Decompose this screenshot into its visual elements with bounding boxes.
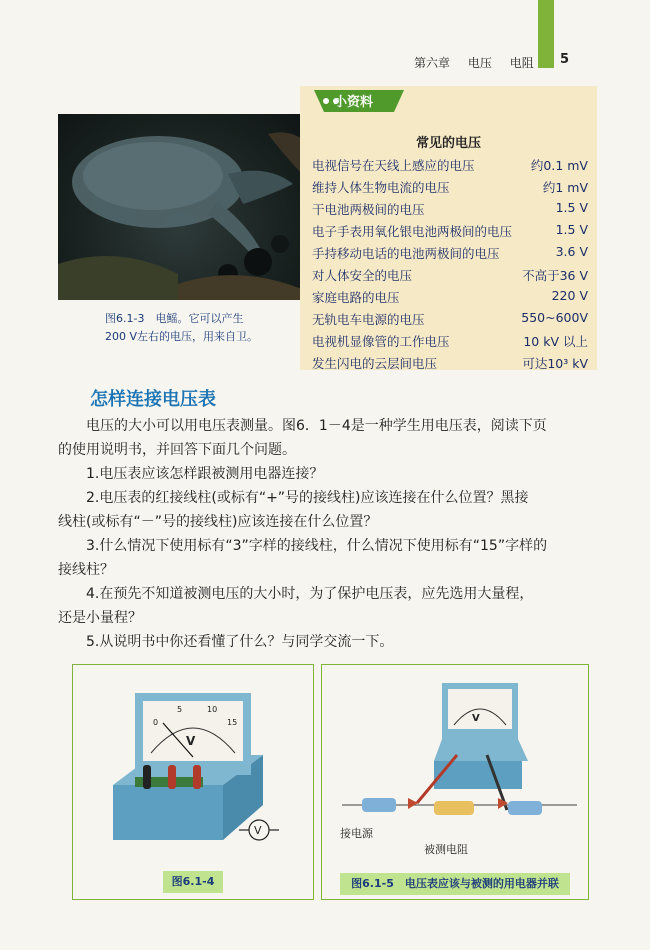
electric-ray-illustration [58, 114, 302, 300]
row-label: 无轨电车电源的电压 [312, 312, 425, 327]
page-number: 5 [560, 52, 570, 67]
electric-ray-photo [58, 114, 302, 300]
row-label: 电视信号在天线上感应的电压 [312, 158, 475, 173]
running-header [414, 54, 548, 71]
row-label: 维持人体生物电流的电压 [312, 180, 450, 195]
row-label: 电子手表用氧化银电池两极间的电压 [312, 224, 513, 239]
photo-caption [105, 310, 305, 346]
question-2: 2.电压表的红接线柱(或标有“+”号的接线柱)应该连接在什么位置？黑接 [86, 490, 529, 506]
voltage-row [312, 244, 588, 262]
parallel-connection-illustration [322, 665, 588, 870]
voltmeter-illustration [73, 665, 313, 875]
voltage-row [312, 288, 588, 306]
section-heading: 怎样连接电压表 [90, 389, 216, 410]
voltage-row [312, 354, 588, 372]
question-4: 4.在预先不知道被测电压的大小时，为了保护电压表，应先选用大量程， [86, 586, 534, 602]
question-1: 1.电压表应该怎样跟被测用电器连接？ [86, 466, 324, 482]
scale-tick-label: 15 [227, 718, 238, 727]
row-value: 约0.1 mV [530, 158, 588, 173]
row-label: 手持移动电话的电池两极间的电压 [312, 246, 500, 261]
figure-6-1-5 [321, 664, 589, 900]
voltage-row [312, 200, 588, 218]
resistor-label: 被测电阻 [424, 843, 468, 856]
figure-6-1-4 [72, 664, 314, 900]
paragraph-line: 还是小量程？ [58, 610, 142, 626]
voltage-row [312, 332, 588, 350]
paragraph-line: 电压的大小可以用电压表测量。图6．1－4是一种学生用电压表，阅读下页 [86, 418, 547, 434]
panel-title: 常见的电压 [415, 136, 481, 151]
caption-line: 200 V左右的电压，用来自卫。 [105, 330, 259, 343]
row-value: 可达10³ kV [522, 356, 588, 371]
figure-caption: 图6.1-5 电压表应该与被测的用电器并联 [340, 873, 570, 895]
figure-caption: 图6.1-4 [163, 871, 223, 893]
power-label: 接电源 [340, 827, 373, 840]
row-value: 1.5 V [555, 200, 588, 215]
row-value: 约1 mV [542, 180, 588, 195]
voltage-row [312, 310, 588, 328]
chapter-label: 第六章 [414, 56, 451, 70]
row-value: 1.5 V [555, 222, 588, 237]
row-value: 不高于36 V [522, 268, 588, 283]
row-value: 3.6 V [555, 244, 588, 259]
scale-tick-label: 5 [177, 705, 183, 714]
question-3: 3.什么情况下使用标有“3”字样的接线柱，什么情况下使用标有“15”字样的 [86, 538, 548, 554]
info-panel [300, 86, 597, 370]
row-value: 220 V [551, 288, 588, 303]
topic-label: 电压 [467, 56, 492, 70]
meter-unit-letter: V [186, 734, 196, 748]
panel-tag-label: 小资料 [334, 95, 374, 110]
row-label: 干电池两极间的电压 [312, 202, 425, 217]
paragraph-line: 接线柱？ [58, 562, 114, 578]
row-label: 发生闪电的云层间电压 [312, 356, 438, 371]
row-label: 家庭电路的电压 [312, 290, 400, 305]
voltage-row [312, 266, 588, 284]
row-value: 10 kV 以上 [523, 334, 588, 349]
paragraph-line: 线柱(或标有“－”号的接线柱)应该连接在什么位置？ [58, 514, 378, 530]
voltage-row [312, 178, 588, 196]
voltage-row [312, 156, 588, 174]
caption-line: 图6.1-3 电鳐。它可以产生 [105, 312, 244, 325]
row-value: 550~600V [521, 310, 588, 325]
row-label: 电视机显像管的工作电压 [312, 334, 450, 349]
scale-tick-label: 10 [207, 705, 218, 714]
scale-tick-label: 0 [153, 718, 159, 727]
voltage-row [312, 222, 588, 240]
paragraph-line: 的使用说明书，并回答下面几个问题。 [58, 442, 296, 458]
meter-unit-letter: V [472, 713, 480, 724]
row-label: 对人体安全的电压 [312, 268, 413, 283]
question-5: 5.从说明书中你还看懂了什么？与同学交流一下。 [86, 634, 394, 650]
voltmeter-symbol: V [254, 824, 262, 837]
topic-label: 电阻 [509, 56, 534, 70]
